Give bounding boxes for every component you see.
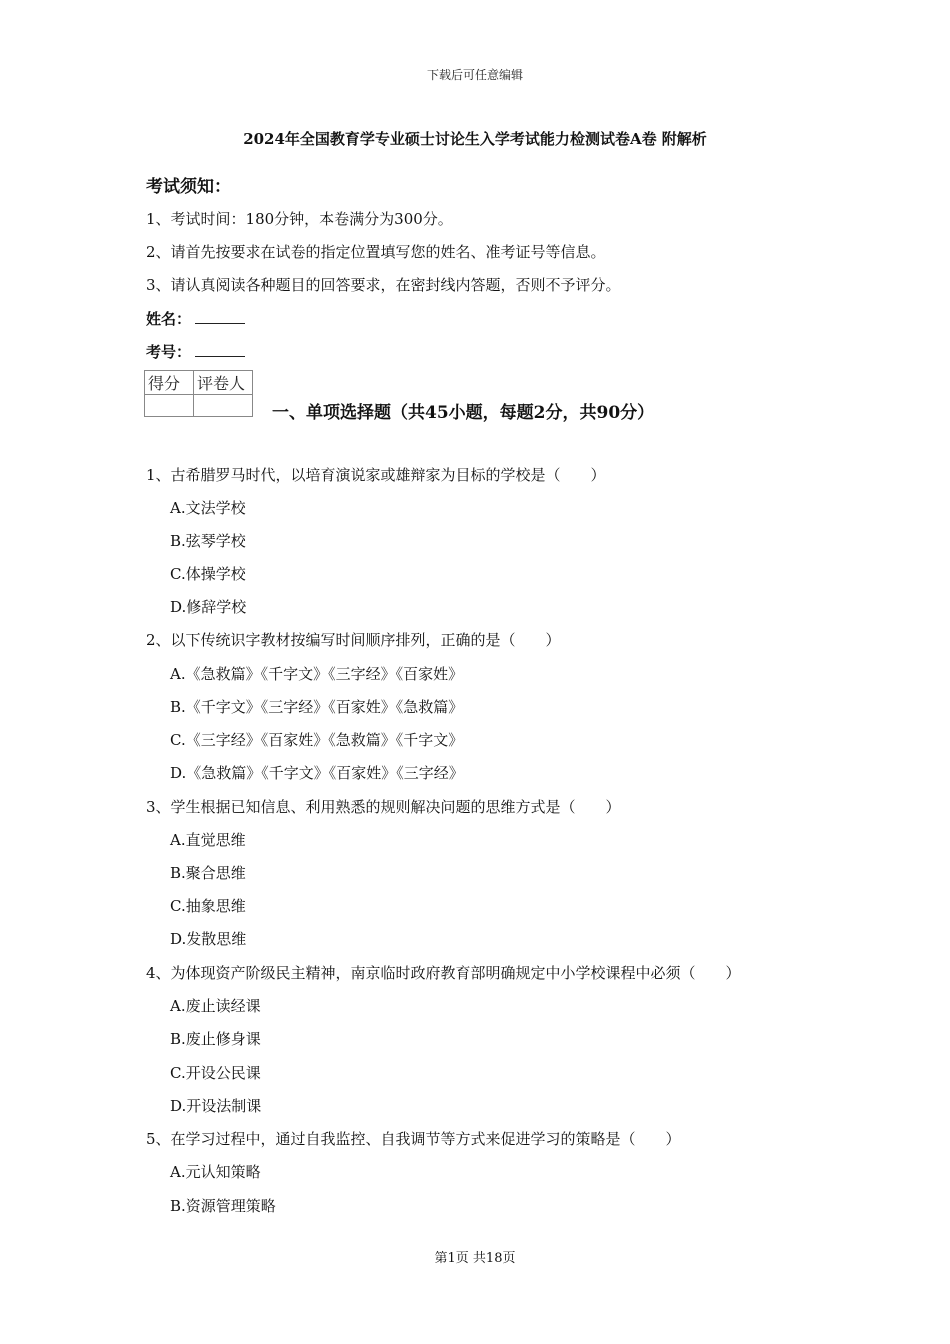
grader-header: 评卷人 (194, 371, 253, 395)
question-option: C.开设公民课 (170, 1064, 261, 1082)
grader-cell[interactable] (194, 395, 253, 417)
question-option: D.修辞学校 (170, 598, 247, 616)
name-field (146, 308, 245, 329)
question-option: A.文法学校 (170, 499, 246, 517)
number-field (146, 341, 245, 362)
question-option: B.《千字文》《三字经》《百家姓》《急救篇》 (170, 698, 464, 716)
name-blank[interactable] (195, 311, 245, 324)
question-option: D.开设法制课 (170, 1097, 262, 1115)
question-option: A.《急救篇》《千字文》《三字经》《百家姓》 (170, 665, 464, 683)
notice-heading: 考试须知： (146, 177, 231, 197)
score-header: 得分 (145, 371, 194, 395)
question-stem: 1、古希腊罗马时代，以培育演说家或雄辩家为目标的学校是（ ） (146, 466, 606, 484)
page-title: 2024年全国教育学专业硕士讨论生入学考试能力检测试卷A卷 附解析 (243, 130, 707, 148)
header-note: 下载后可任意编辑 (426, 68, 523, 82)
question-option: D.《急救篇》《千字文》《百家姓》《三字经》 (170, 764, 464, 782)
score-cell[interactable] (145, 395, 194, 417)
question-stem: 3、学生根据已知信息、利用熟悉的规则解决问题的思维方式是（ ） (146, 798, 621, 816)
question-stem: 5、在学习过程中，通过自我监控、自我调节等方式来促进学习的策略是（ ） (146, 1130, 681, 1148)
question-option: D.发散思维 (170, 930, 247, 948)
question-option: A.废止读经课 (170, 997, 261, 1015)
question-option: C.《三字经》《百家姓》《急救篇》《千字文》 (170, 731, 464, 749)
question-option: C.抽象思维 (170, 897, 246, 915)
notice-item: 3、请认真阅读各种题目的回答要求，在密封线内答题，否则不予评分。 (146, 276, 621, 294)
question-option: C.体操学校 (170, 565, 246, 583)
question-option: B.废止修身课 (170, 1030, 261, 1048)
question-stem: 4、为体现资产阶级民主精神，南京临时政府教育部明确规定中小学校课程中必须（ ） (146, 964, 741, 982)
notice-item: 1、考试时间：180分钟，本卷满分为300分。 (146, 210, 453, 228)
question-option: A.元认知策略 (170, 1163, 261, 1181)
question-option: B.资源管理策略 (170, 1197, 276, 1215)
question-stem: 2、以下传统识字教材按编写时间顺序排列，正确的是（ ） (146, 631, 561, 649)
question-option: B.弦琴学校 (170, 532, 246, 550)
number-label: 考号： (146, 343, 192, 361)
name-label: 姓名： (146, 310, 192, 328)
score-table (144, 370, 253, 417)
question-option: B.聚合思维 (170, 864, 246, 882)
number-blank[interactable] (195, 344, 245, 357)
notice-item: 2、请首先按要求在试卷的指定位置填写您的姓名、准考证号等信息。 (146, 243, 606, 261)
question-option: A.直觉思维 (170, 831, 246, 849)
page-footer: 第1页 共18页 (434, 1251, 516, 1266)
section-title: 一、单项选择题（共45小题，每题2分，共90分） (272, 403, 655, 423)
